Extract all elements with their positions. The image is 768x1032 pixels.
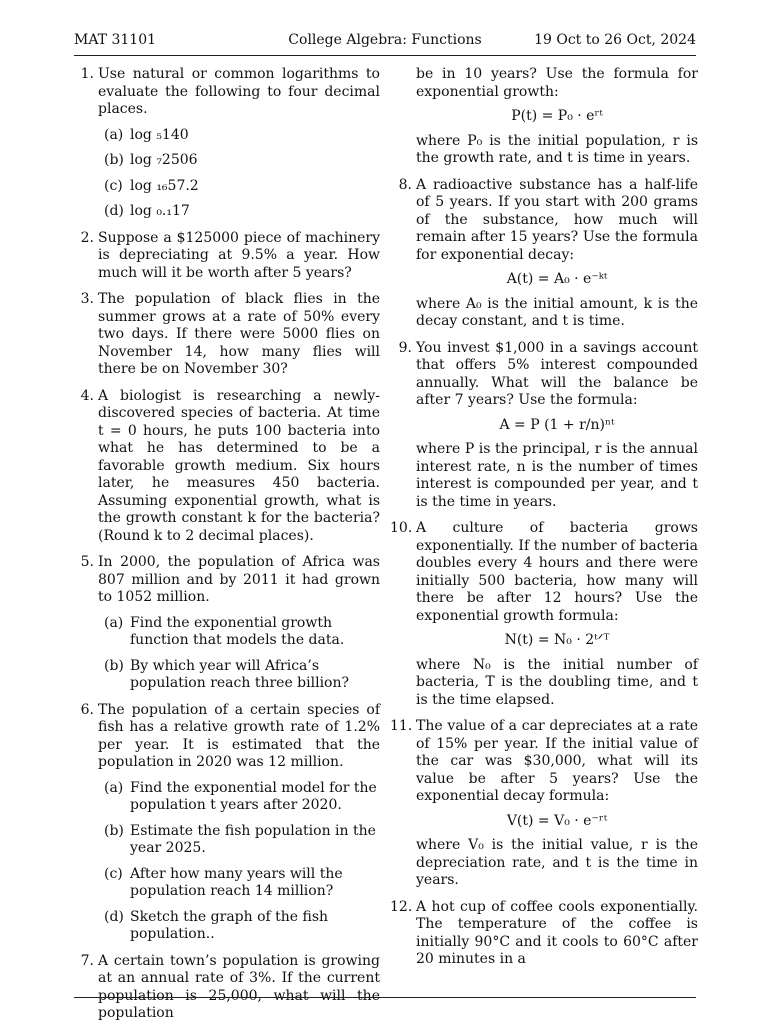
formula-explanation: where V₀ is the initial value, r is the depreciation rate, and t is the time in years.	[416, 837, 698, 888]
problem-3	[80, 291, 380, 379]
subpart-text: log ₀.₁17	[130, 203, 190, 219]
subpart-label: (a)	[104, 614, 124, 631]
date-range: 19 Oct to 26 Oct, 2024	[534, 32, 696, 48]
subpart-text: Find the exponential model for the population t years after 2020.	[130, 779, 377, 813]
subpart-text: By which year will Africa’s population reach three billion?	[130, 657, 350, 691]
formula: A = P (1 + r/n)ⁿᵗ	[499, 416, 615, 433]
problem-12	[390, 898, 698, 969]
problem-number: 4.	[80, 387, 94, 404]
problem-number: 2.	[80, 229, 94, 246]
problem-number: 7.	[80, 952, 94, 969]
problem-number: 6.	[80, 701, 94, 718]
problem-text: The population of black flies in the summer grows at a rate of 50% every two days. If there were 5000 flies on November 14, how many flies will there be on November 30?	[98, 291, 380, 377]
problem-text: You invest $1,000 in a savings account that offers 5% interest compounded annually. What will the balance be after 7 years? Use the formula:	[416, 339, 698, 408]
formula-explanation: where A₀ is the initial amount, k is the decay constant, and t is time.	[416, 295, 698, 329]
formula-explanation: where P₀ is the initial population, r is the growth rate, and t is time in years.	[416, 132, 698, 166]
subpart-a	[98, 780, 380, 815]
subpart-label: (b)	[104, 657, 124, 674]
subpart-text: Find the exponential growth function that models the data.	[130, 614, 345, 648]
page-header	[74, 29, 696, 56]
problem-2	[80, 229, 380, 283]
problem-number: 3.	[80, 291, 94, 307]
problem-number: 8.	[398, 176, 412, 193]
subpart-text: Estimate the fish population in the year 2025.	[130, 822, 376, 856]
subpart-b	[98, 658, 380, 693]
subpart-text: log ₇2506	[130, 152, 198, 168]
left-column	[80, 66, 380, 1032]
problem-5	[80, 554, 380, 693]
subpart-text: After how many years will the population reach 14 million?	[130, 865, 343, 899]
problem-text: Use natural or common logarithms to evaluate the following to four decimal places.	[98, 66, 380, 117]
subpart-b	[98, 152, 380, 170]
subpart-text: log ₁₆57.2	[130, 177, 199, 194]
problem-7-continued	[416, 66, 698, 168]
subpart-label: (a)	[104, 779, 124, 796]
problem-text: Suppose a $125000 piece of machinery is depreciating at 9.5% a year. How much will it be worth after 5 years?	[98, 229, 380, 281]
subpart-d	[98, 203, 380, 221]
problem-number: 11.	[390, 718, 413, 734]
subpart-label: (c)	[104, 865, 123, 882]
subpart-text: log ₅140	[130, 126, 189, 143]
formula: P(t) = P₀ · eʳᵗ	[511, 108, 603, 124]
subpart-label: (a)	[104, 126, 124, 143]
problem-1	[80, 66, 380, 221]
problem-number: 12.	[390, 898, 413, 915]
problem-10	[390, 520, 698, 709]
problem-9	[398, 339, 698, 512]
formula-explanation: where P is the principal, r is the annual interest rate, n is the number of times interest is compounded per year, and t is the time in years.	[416, 441, 698, 510]
problem-text: The population of a certain species of fish has a relative growth rate of 1.2% per year. It is estimated that the population in 2020 was 12 million.	[98, 701, 380, 770]
formula-explanation: where N₀ is the initial number of bacteria, T is the doubling time, and t is the time elapsed.	[416, 656, 698, 708]
problem-text: A certain town’s population is growing at an annual rate of 3%. If the current population is 25,000, what will the population	[98, 952, 380, 1021]
subpart-label: (b)	[104, 152, 124, 168]
problem-11	[390, 718, 698, 890]
course-code: MAT 31101	[74, 32, 157, 48]
problem-number: 9.	[398, 339, 412, 356]
problem-7	[80, 952, 380, 1023]
problem-text: The value of a car depreciates at a rate of 15% per year. If the initial value of the car was $30,000, what will its value be after 5 years? Use the exponential decay formula:	[416, 718, 698, 804]
right-column	[390, 66, 698, 978]
subpart-label: (d)	[104, 203, 124, 219]
problem-text: A radioactive substance has a half-life of 5 years. If you start with 200 grams of the substance, how much will remain after 15 years? Use the formula for exponential decay:	[416, 176, 698, 263]
subpart-c	[98, 178, 380, 196]
problem-text: A hot cup of coffee cools exponentially. The temperature of the coffee is initially 90°C and it cools to 60°C after 20 minutes in a	[416, 898, 698, 967]
problem-text-continued: be in 10 years? Use the formula for exponential growth:	[416, 66, 698, 100]
problem-6	[80, 701, 380, 944]
subpart-a	[98, 615, 380, 650]
problem-text: A biologist is researching a newly-discovered species of bacteria. At time t = 0 hours, he puts 100 bacteria into what he has determined to be a favorable growth medium. Six hours later, he measures 450 bacteria. Assuming exponential growth, what is the growth constant k for the bacteria? (Round k to 2 decimal places).	[98, 387, 380, 544]
problem-number: 10.	[390, 520, 413, 536]
problem-number: 5.	[80, 554, 94, 570]
problem-8	[398, 176, 698, 331]
subpart-label: (d)	[104, 908, 124, 925]
document-title: College Algebra: Functions	[288, 32, 482, 48]
subpart-a	[98, 127, 380, 145]
subpart-text: Sketch the graph of the fish population..	[130, 908, 329, 942]
formula: V(t) = V₀ · e⁻ʳᵗ	[506, 812, 608, 829]
subpart-b	[98, 823, 380, 858]
subpart-c	[98, 866, 380, 901]
subpart-label: (b)	[104, 822, 124, 839]
problem-text: In 2000, the population of Africa was 807 million and by 2011 it had grown to 1052 million.	[98, 554, 380, 605]
formula: A(t) = A₀ · e⁻ᵏᵗ	[506, 271, 608, 287]
problem-4	[80, 387, 380, 546]
problem-text: A culture of bacteria grows exponentially. If the number of bacteria doubles every 4 hours and there were initially 500 bacteria, how many will there be after 12 hours? Use the exponential growth formula:	[416, 520, 698, 624]
problem-number: 1.	[80, 66, 94, 82]
subpart-label: (c)	[104, 177, 123, 194]
subpart-d	[98, 909, 380, 944]
footer-rule	[74, 997, 696, 998]
formula: N(t) = N₀ · 2ᵗᐟᵀ	[504, 632, 610, 648]
